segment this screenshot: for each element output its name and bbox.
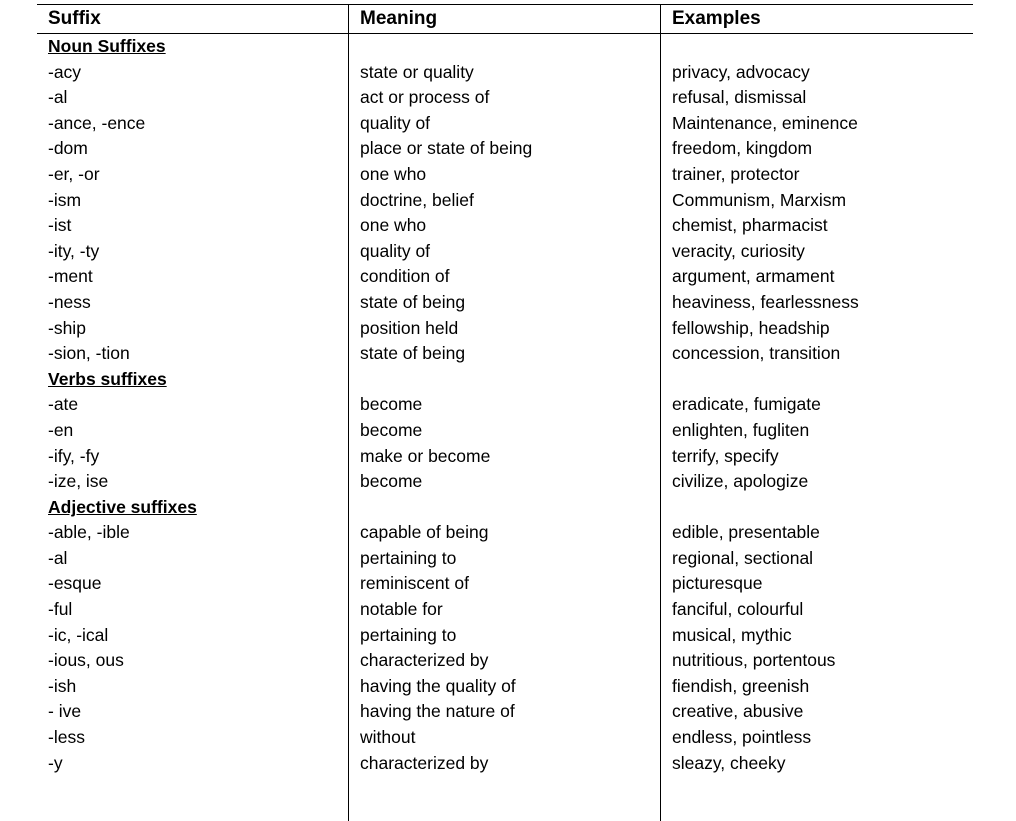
meaning-cell: characterized by — [360, 650, 489, 671]
table-row — [0, 162, 1016, 188]
examples-cell: argument, armament — [672, 266, 835, 287]
examples-cell: eradicate, fumigate — [672, 394, 821, 415]
examples-cell: privacy, advocacy — [672, 61, 810, 82]
examples-cell: freedom, kingdom — [672, 138, 813, 159]
suffix-cell: -ic, -ical — [48, 624, 109, 645]
suffix-cell: -ance, -ence — [48, 112, 146, 133]
table-row — [0, 597, 1016, 623]
table-row — [0, 623, 1016, 649]
section-row — [0, 495, 1016, 521]
suffix-cell: -ism — [48, 189, 82, 210]
meaning-cell: having the nature of — [360, 701, 515, 722]
meaning-cell: pertaining to — [360, 624, 457, 645]
suffix-cell: -esque — [48, 573, 102, 594]
examples-cell: endless, pointless — [672, 727, 812, 748]
table-row — [0, 571, 1016, 597]
meaning-cell: notable for — [360, 599, 443, 620]
examples-cell: civilize, apologize — [672, 471, 809, 492]
suffix-cell: -ish — [48, 675, 77, 696]
suffix-cell: -en — [48, 419, 74, 440]
header-suffix: Suffix — [48, 8, 101, 29]
table-row — [0, 188, 1016, 214]
suffix-cell: -acy — [48, 61, 82, 82]
examples-cell: edible, presentable — [672, 522, 820, 543]
section-title: Noun Suffixes — [48, 36, 166, 56]
meaning-cell: state of being — [360, 343, 466, 364]
header-examples: Examples — [672, 8, 761, 29]
meaning-cell: position held — [360, 317, 459, 338]
examples-cell: refusal, dismissal — [672, 87, 807, 108]
examples-cell: chemist, pharmacist — [672, 215, 828, 236]
table-row — [0, 85, 1016, 111]
examples-cell: trainer, protector — [672, 163, 800, 184]
suffix-cell: -er, -or — [48, 163, 100, 184]
meaning-cell: act or process of — [360, 87, 490, 108]
table-row — [0, 392, 1016, 418]
header-meaning: Meaning — [360, 8, 438, 29]
meaning-cell: reminiscent of — [360, 573, 469, 594]
examples-cell: sleazy, cheeky — [672, 752, 786, 773]
meaning-cell: characterized by — [360, 752, 489, 773]
table-row — [0, 674, 1016, 700]
table-row — [0, 418, 1016, 444]
meaning-cell: one who — [360, 215, 427, 236]
meaning-cell: quality of — [360, 112, 431, 133]
table-row — [0, 751, 1016, 777]
table-row — [0, 725, 1016, 751]
table-body — [0, 34, 1016, 776]
examples-cell: nutritious, portentous — [672, 650, 836, 671]
meaning-cell: become — [360, 394, 423, 415]
table-row — [0, 469, 1016, 495]
meaning-cell: condition of — [360, 266, 450, 287]
meaning-cell: become — [360, 471, 423, 492]
table-top-border — [37, 4, 973, 5]
section-row — [0, 34, 1016, 60]
suffix-cell: -al — [48, 87, 68, 108]
meaning-cell: pertaining to — [360, 547, 457, 568]
table-row — [0, 699, 1016, 725]
examples-cell: Maintenance, eminence — [672, 112, 858, 133]
table-row — [0, 213, 1016, 239]
table-row — [0, 239, 1016, 265]
examples-cell: fellowship, headship — [672, 317, 830, 338]
suffix-cell: -y — [48, 752, 63, 773]
suffix-cell: -sion, -tion — [48, 343, 130, 364]
section-title: Adjective suffixes — [48, 496, 197, 517]
suffix-cell: -ment — [48, 266, 93, 287]
table-row — [0, 290, 1016, 316]
meaning-cell: become — [360, 419, 423, 440]
meaning-cell: state of being — [360, 291, 466, 312]
suffix-cell: -ship — [48, 317, 86, 338]
meaning-cell: quality of — [360, 240, 431, 261]
examples-cell: concession, transition — [672, 343, 841, 364]
table-row — [0, 546, 1016, 572]
table-row — [0, 520, 1016, 546]
meaning-cell: one who — [360, 163, 427, 184]
examples-cell: picturesque — [672, 573, 763, 594]
suffix-cell: -ful — [48, 599, 73, 620]
suffix-cell: -able, -ible — [48, 522, 130, 543]
suffix-cell: -ity, -ty — [48, 240, 100, 261]
suffix-cell: -ness — [48, 291, 91, 312]
examples-cell: fanciful, colourful — [672, 599, 804, 620]
suffix-cell: -ize, ise — [48, 471, 109, 492]
meaning-cell: doctrine, belief — [360, 189, 474, 210]
table-row — [0, 136, 1016, 162]
suffix-cell: - ive — [48, 701, 82, 722]
suffix-cell: -ious, ous — [48, 650, 124, 671]
examples-cell: musical, mythic — [672, 624, 792, 645]
examples-cell: Communism, Marxism — [672, 189, 847, 210]
section-row — [0, 367, 1016, 393]
table-row — [0, 60, 1016, 86]
suffix-cell: -less — [48, 727, 85, 748]
meaning-cell: place or state of being — [360, 138, 533, 159]
meaning-cell: without — [360, 727, 416, 748]
table-row — [0, 316, 1016, 342]
examples-cell: veracity, curiosity — [672, 240, 805, 261]
examples-cell: fiendish, greenish — [672, 675, 810, 696]
table-row — [0, 444, 1016, 470]
table-row — [0, 111, 1016, 137]
meaning-cell: having the quality of — [360, 675, 516, 696]
table-row — [0, 341, 1016, 367]
examples-cell: terrify, specify — [672, 445, 779, 466]
meaning-cell: capable of being — [360, 522, 489, 543]
suffix-cell: -dom — [48, 138, 88, 159]
suffix-cell: -ify, -fy — [48, 445, 100, 466]
table-row — [0, 264, 1016, 290]
suffix-cell: -ate — [48, 394, 79, 415]
examples-cell: heaviness, fearlessness — [672, 291, 859, 312]
meaning-cell: make or become — [360, 445, 491, 466]
suffix-cell: -al — [48, 547, 68, 568]
examples-cell: enlighten, fugliten — [672, 419, 810, 440]
meaning-cell: state or quality — [360, 61, 474, 82]
examples-cell: regional, sectional — [672, 547, 814, 568]
table-row — [0, 648, 1016, 674]
examples-cell: creative, abusive — [672, 701, 804, 722]
suffix-cell: -ist — [48, 215, 72, 236]
section-title: Verbs suffixes — [48, 368, 167, 389]
